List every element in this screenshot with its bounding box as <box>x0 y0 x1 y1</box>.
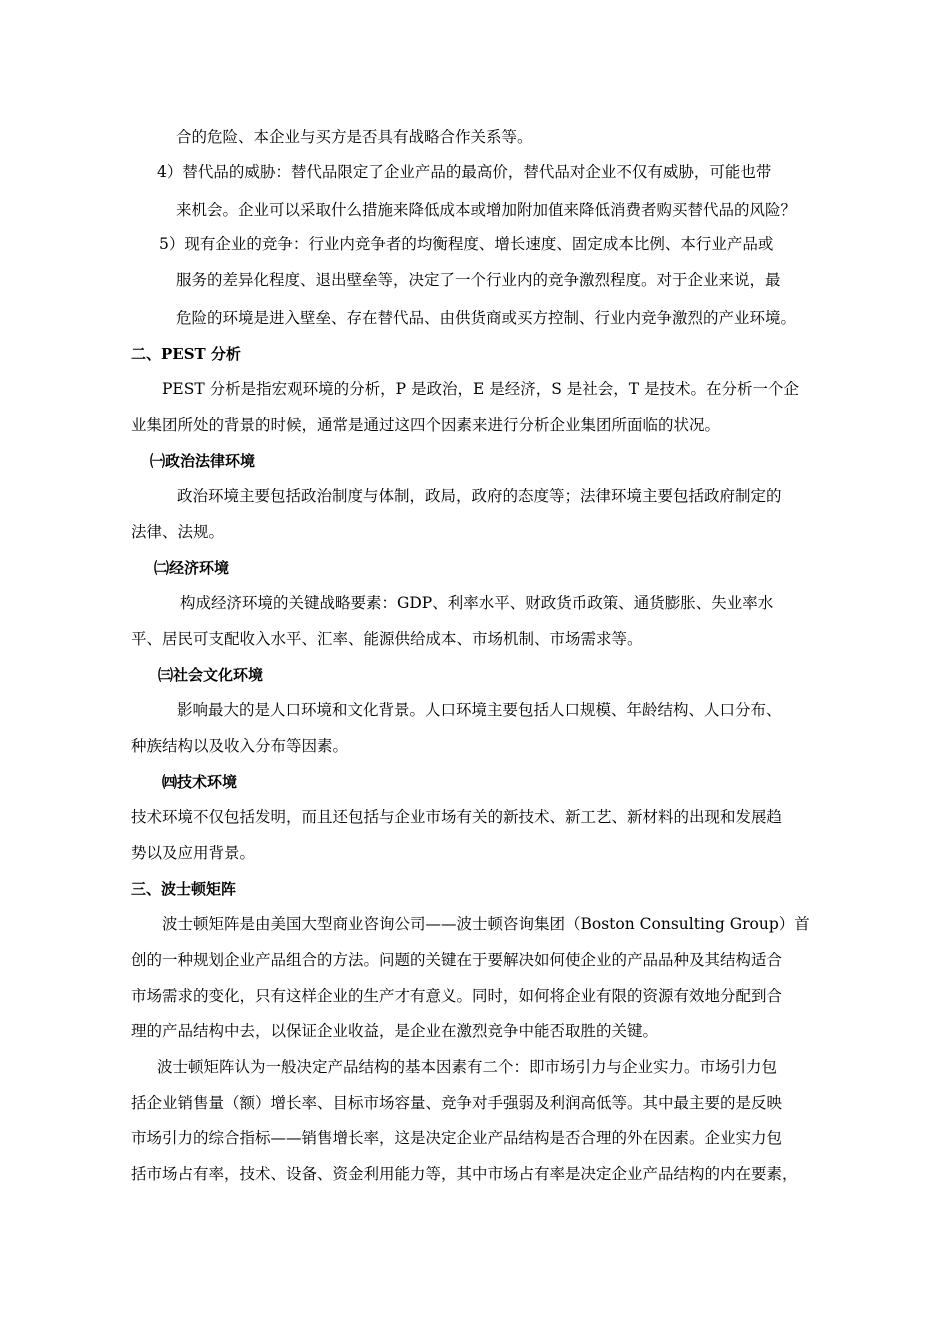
paragraph-line: 业集团所处的背景的时候，通常是通过这四个因素来进行分析企业集团所面临的状况。 <box>131 416 721 434</box>
paragraph-line: 法律、法规。 <box>131 523 225 541</box>
list-item-line: 4）替代品的威胁：替代品限定了企业产品的最高价，替代品对企业不仅有威胁，可能也带 <box>157 163 772 181</box>
paragraph-line: 势以及应用背景。 <box>131 844 256 862</box>
section-heading: 二、PEST 分析 <box>131 345 241 363</box>
paragraph-line: 创的一种规划企业产品组合的方法。问题的关键在于要解决如何使企业的产品品种及其结构适合 <box>131 951 783 969</box>
list-item-line: 危险的环境是进入壁垒、存在替代品、由供货商或买方控制、行业内竞争激烈的产业环境。 <box>176 309 797 327</box>
list-item-line: 服务的差异化程度、退出壁垒等，决定了一个行业内的竞争激烈程度。对于企业来说，最 <box>176 271 781 289</box>
paragraph-line: 市场需求的变化，只有这样企业的生产才有意义。同时，如何将企业有限的资源有效地分配到合 <box>131 987 783 1005</box>
subsection-heading: ㈡经济环境 <box>154 559 230 577</box>
paragraph-line: 政治环境主要包括政治制度与体制，政局，政府的态度等；法律环境主要包括政府制定的 <box>177 487 782 505</box>
paragraph-line: 技术环境不仅包括发明，而且还包括与企业市场有关的新技术、新工艺、新材料的出现和发展趋 <box>131 808 783 826</box>
paragraph-line: 括企业销售量（额）增长率、目标市场容量、竞争对手强弱及利润高低等。其中最主要的是反映 <box>131 1094 783 1112</box>
paragraph-line: 波士顿矩阵认为一般决定产品结构的基本因素有二个：即市场引力与企业实力。市场引力包 <box>157 1058 778 1076</box>
paragraph-line: PEST 分析是指宏观环境的分析，P 是政治，E 是经济，S 是社会，T 是技术。在分析一个企 <box>162 380 800 398</box>
subsection-heading: ㈣技术环境 <box>162 773 238 791</box>
section-heading: 三、波士顿矩阵 <box>131 880 237 898</box>
paragraph-line: 括市场占有率，技术、设备、资金利用能力等，其中市场占有率是决定企业产品结构的内在要素， <box>131 1165 798 1183</box>
paragraph-line: 构成经济环境的关键战略要素：GDP、利率水平、财政货币政策、通货膨胀、失业率水 <box>180 594 774 612</box>
paragraph-line: 影响最大的是人口环境和文化背景。人口环境主要包括人口规模、年龄结构、人口分布、 <box>177 701 782 719</box>
list-item-line: 来机会。企业可以采取什么措施来降低成本或增加附加值来降低消费者购买替代品的风险？ <box>176 201 797 219</box>
paragraph-line: 理的产品结构中去，以保证企业收益，是企业在激烈竞争中能否取胜的关键。 <box>131 1022 659 1040</box>
paragraph-line: 市场引力的综合指标——销售增长率，这是决定企业产品结构是否合理的外在因素。企业实力包 <box>131 1129 783 1147</box>
list-item-line: 5）现有企业的竞争：行业内竞争者的均衡程度、增长速度、固定成本比例、本行业产品或 <box>159 235 774 253</box>
paragraph-line: 合的危险、本企业与买方是否具有战略合作关系等。 <box>176 128 533 146</box>
paragraph-line: 种族结构以及收入分布等因素。 <box>131 737 349 755</box>
paragraph-line: 波士顿矩阵是由美国大型商业咨询公司——波士顿咨询集团（Boston Consulting Group）首 <box>162 915 810 933</box>
subsection-heading: ㈠政治法律环境 <box>150 452 256 470</box>
subsection-heading: ㈢社会文化环境 <box>158 666 264 684</box>
paragraph-line: 平、居民可支配收入水平、汇率、能源供给成本、市场机制、市场需求等。 <box>131 630 643 648</box>
